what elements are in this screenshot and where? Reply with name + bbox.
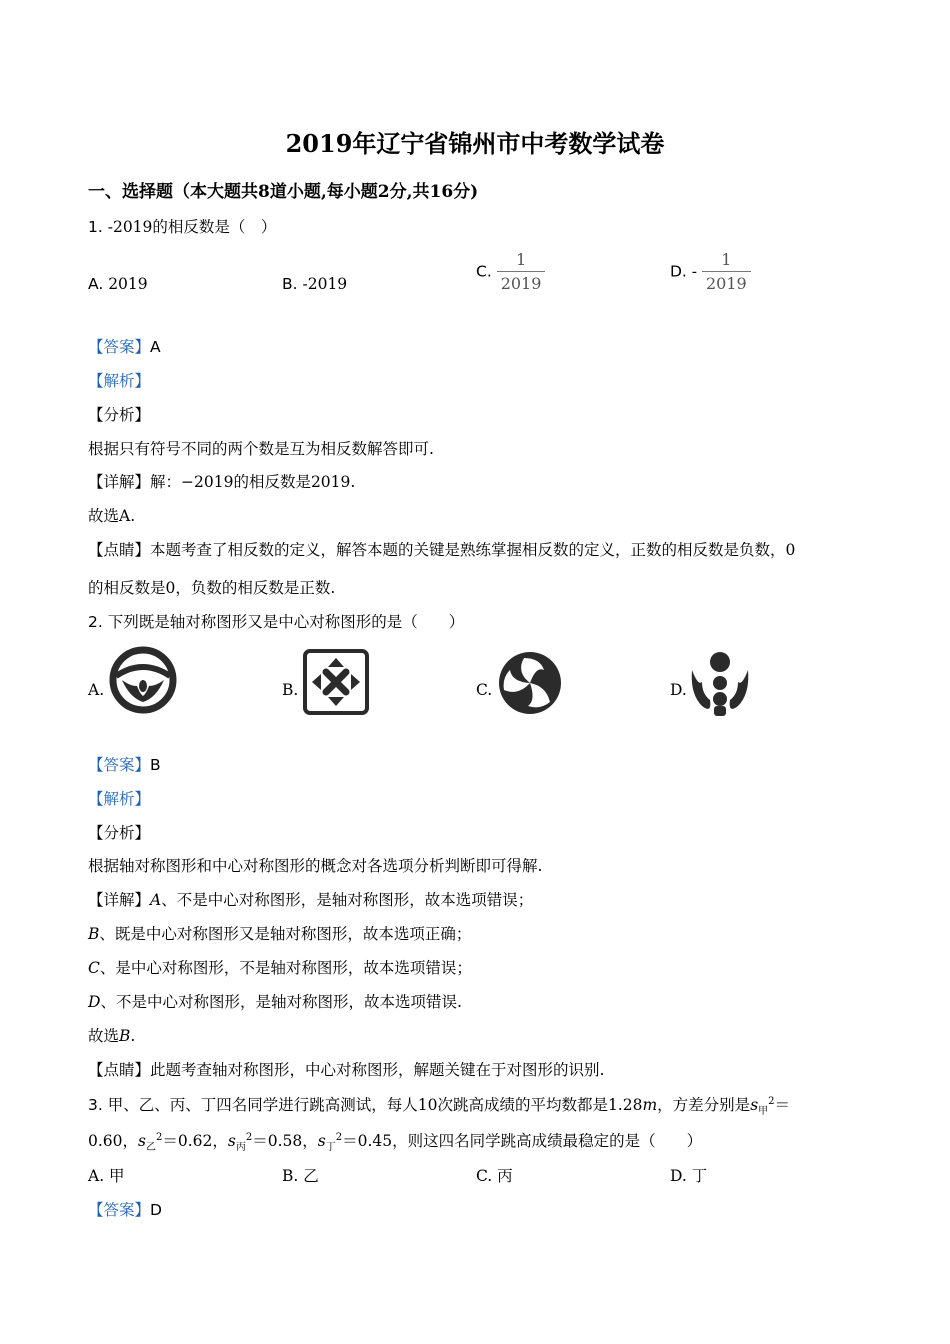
question-1-stem: 1. -2019的相反数是（ ）: [88, 218, 277, 236]
question-2-stem: 2. 下列既是轴对称图形又是中心对称图形的是（ ）: [88, 613, 465, 631]
q3-option-a: A. 甲: [88, 1167, 125, 1185]
q1-option-c: C. $\frac{1}{2019}$: [476, 250, 545, 293]
q2-choose: 故选B.: [88, 1027, 136, 1045]
q1-analysis-tag: 【解析】: [88, 372, 151, 390]
q2-option-d-label: D.: [670, 681, 687, 699]
q2-option-b-label: B.: [282, 681, 299, 699]
logo-b-icon: [302, 648, 370, 716]
q2-detail-c: C、是中心对称图形，不是轴对称图形，故本选项错误；: [88, 959, 472, 977]
q1-option-d-fraction: $\frac{1}{2019}$: [702, 250, 751, 293]
q2-option-a-label: A.: [88, 681, 105, 699]
q2-analysis-text: 根据轴对称图形和中心对称图形的概念对各选项分析判断即可得解.: [88, 857, 543, 875]
q1-option-d: D. - $\frac{1}{2019}$: [670, 250, 751, 293]
q3-option-d: D. 丁: [670, 1167, 708, 1185]
q2-detail-b: B、既是中心对称图形又是轴对称图形，故本选项正确；: [88, 925, 472, 943]
question-3-stem-line1: 3. 甲、乙、丙、丁四名同学进行跳高测试，每人10次跳高成绩的平均数都是1.28m，方差分别是$s_甲^2=$: [88, 1095, 791, 1118]
q2-fenxi-tag: 【分析】: [88, 824, 151, 842]
q2-comment: 【点睛】此题考查轴对称图形，中心对称图形，解题关键在于对图形的识别.: [88, 1061, 605, 1079]
q1-option-b: B. -2019: [282, 275, 348, 293]
section-heading: 一、选择题（本大题共8道小题,每小题2分,共16分): [88, 182, 479, 202]
q1-analysis-text: 根据只有符号不同的两个数是互为相反数解答即可.: [88, 440, 434, 458]
page-title: 2019年辽宁省锦州市中考数学试卷: [285, 129, 665, 158]
question-3-stem-line2: 0.60，$s_乙^2=0.62$，$s_丙^2=0.58$，$s_丁^2=0.45$，则这四名同学跳高成绩最稳定的是（ ）: [88, 1131, 703, 1154]
q2-option-c-label: C.: [476, 681, 493, 699]
q1-detail: 【详解】解：−2019的相反数是2019.: [88, 473, 356, 491]
logo-d-icon: [688, 650, 752, 718]
q3-answer: 【答案】D: [88, 1201, 162, 1219]
q2-analysis-tag: 【解析】: [88, 790, 151, 808]
q1-option-c-fraction: $\frac{1}{2019}$: [497, 250, 546, 293]
q1-fenxi-tag: 【分析】: [88, 406, 151, 424]
q1-answer: 【答案】A: [88, 338, 161, 356]
logo-a-icon: [108, 646, 178, 714]
q2-detail-d: D、不是中心对称图形，是轴对称图形，故本选项错误.: [88, 993, 462, 1011]
q2-detail-a: 【详解】A、不是中心对称图形，是轴对称图形，故本选项错误；: [88, 891, 534, 909]
logo-c-icon: [496, 650, 564, 716]
q3-option-c: C. 丙: [476, 1167, 513, 1185]
q1-option-a: A. 2019: [88, 275, 148, 293]
q1-comment-line1: 【点睛】本题考查了相反数的定义，解答本题的关键是熟练掌握相反数的定义，正数的相反数是负数，0: [88, 541, 796, 559]
q1-choose: 故选A.: [88, 507, 136, 525]
q2-answer: 【答案】B: [88, 756, 161, 774]
q1-comment-line2: 的相反数是0，负数的相反数是正数.: [88, 579, 336, 597]
q3-option-b: B. 乙: [282, 1167, 319, 1185]
